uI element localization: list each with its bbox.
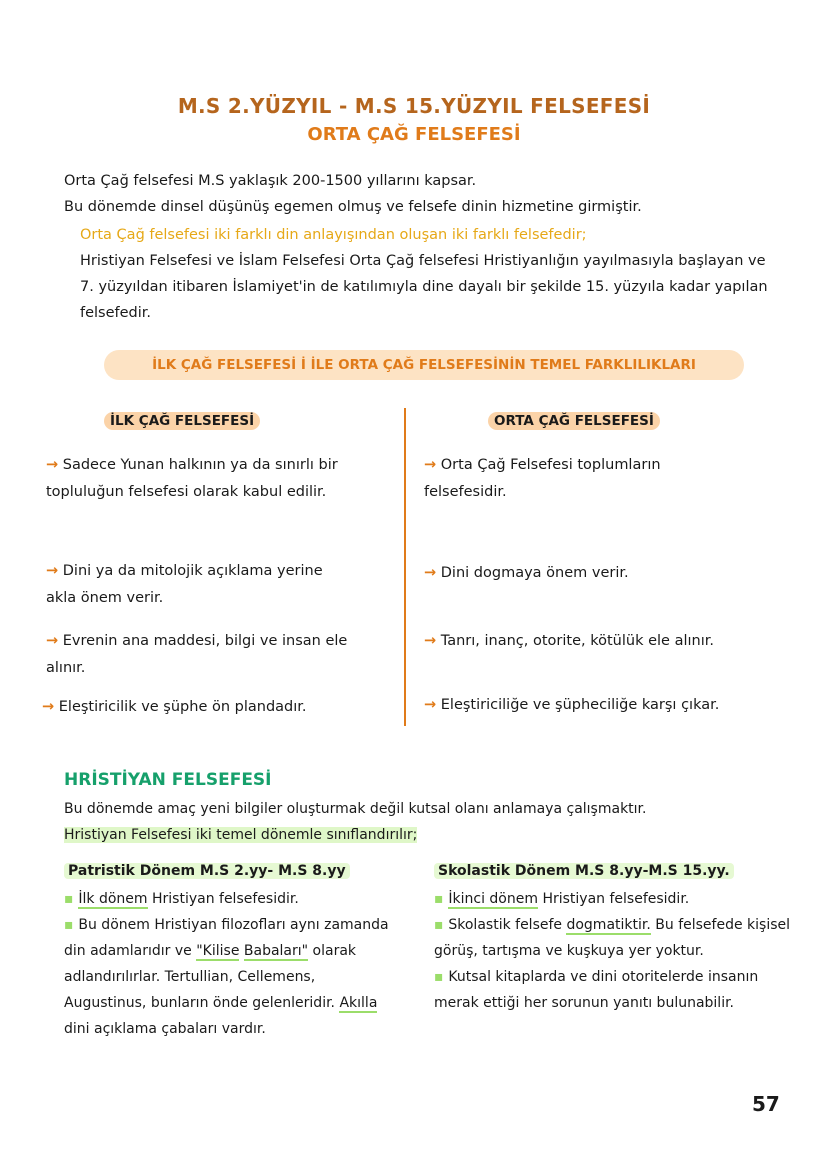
right-column-heading: ORTA ÇAĞ FELSEFESİ	[488, 412, 660, 430]
scholastic-bullet-3	[434, 964, 794, 1016]
intro-block	[64, 168, 784, 220]
bullet-icon: ▪	[64, 891, 79, 907]
arrow-right-icon: →	[424, 697, 437, 713]
bullet-text: Kutsal kitaplarda ve dini otoritelerde insanın merak ettiği her sorunun yanıtı bulunabilir.	[434, 969, 759, 1011]
arrow-right-icon: →	[42, 699, 55, 715]
intro-detail	[80, 222, 770, 326]
bullet-text: Hristiyan felsefesidir.	[538, 891, 690, 907]
bullet-icon: ▪	[434, 969, 449, 985]
bullet-text: Skolastik felsefe	[448, 917, 567, 933]
christian-line-2: Hristiyan Felsefesi iki temel dönemle sınıflandırılır;	[64, 827, 418, 843]
right-item-3	[424, 628, 804, 655]
right-item-text: Dini dogmaya önem verir.	[440, 565, 629, 581]
page-subtitle: ORTA ÇAĞ FELSEFESİ	[307, 124, 521, 145]
arrow-right-icon: →	[46, 633, 59, 649]
scholastic-bullet-1	[434, 886, 794, 912]
arrow-right-icon: →	[424, 565, 437, 581]
bullet-icon: ▪	[434, 891, 449, 907]
left-item-1	[46, 452, 386, 506]
left-column-heading: İLK ÇAĞ FELSEFESİ	[104, 412, 260, 430]
christian-line-1: Bu dönemde amaç yeni bilgiler oluşturmak değil kutsal olanı anlamaya çalışmaktır.	[64, 801, 647, 817]
right-item-text: Tanrı, inanç, otorite, kötülük ele alınır.	[440, 633, 714, 649]
christian-intro	[64, 796, 814, 848]
bullet-text: dini açıklama çabaları vardır.	[64, 1021, 266, 1037]
scholastic-bullet-2	[434, 912, 794, 964]
arrow-right-icon: →	[424, 457, 437, 473]
column-divider	[404, 408, 406, 726]
right-item-text: Orta Çağ Felsefesi toplumların felsefesidir.	[424, 457, 661, 500]
page-number: 57	[752, 1092, 780, 1116]
patristic-bullet-2	[64, 912, 394, 1042]
right-item-1	[424, 452, 744, 506]
intro-highlight: Orta Çağ felsefesi iki farklı din anlayışından oluşan iki farklı felsefedir;	[80, 227, 587, 243]
left-column-heading-wrap	[104, 410, 260, 431]
underlined-text: Babaları"	[243, 943, 309, 959]
patristic-heading: Patristik Dönem M.S 2.yy- M.S 8.yy	[64, 863, 350, 879]
left-item-text: Eleştiricilik ve şüphe ön plandadır.	[58, 699, 307, 715]
intro-line-2: Bu dönemde dinsel düşünüş egemen olmuş ve felsefe dinin hizmetine girmiştir.	[64, 199, 642, 215]
patristic-block	[64, 860, 394, 1042]
bullet-icon: ▪	[434, 917, 449, 933]
right-item-text: Eleştiriciliğe ve şüpheciliğe karşı çıkar.	[440, 697, 720, 713]
right-item-4	[424, 692, 808, 719]
arrow-right-icon: →	[46, 563, 59, 579]
bullet-icon: ▪	[64, 917, 79, 933]
left-item-text: Dini ya da mitolojik açıklama yerine akla önem verir.	[46, 563, 323, 606]
arrow-right-icon: →	[46, 457, 59, 473]
left-item-4	[42, 694, 392, 721]
left-item-3	[46, 628, 376, 682]
intro-line-1: Orta Çağ felsefesi M.S yaklaşık 200-1500 yıllarını kapsar.	[64, 173, 477, 189]
left-item-text: Sadece Yunan halkının ya da sınırlı bir topluluğun felsefesi olarak kabul edilir.	[46, 457, 338, 500]
underlined-text: "Kilise	[196, 943, 240, 959]
underlined-text: dogmatiktir.	[566, 917, 651, 933]
scholastic-block	[434, 860, 794, 1016]
left-item-text: Evrenin ana maddesi, bilgi ve insan ele alınır.	[46, 633, 348, 676]
page-title: M.S 2.YÜZYIL - M.S 15.YÜZYIL FELSEFESİ	[177, 94, 651, 118]
comparison-banner: İLK ÇAĞ FELSEFESİ İ İLE ORTA ÇAĞ FELSEFESİNİN TEMEL FARKLILIKLARI	[104, 350, 744, 380]
underlined-text: İlk dönem	[78, 891, 148, 907]
right-column-heading-wrap	[488, 410, 660, 431]
patristic-bullet-1	[64, 886, 394, 912]
left-item-2	[46, 558, 346, 612]
bullet-text: Bu dönem Hristiyan filozofları aynı zamanda din adamlarıdır ve	[64, 917, 389, 959]
bullet-text: Bu felsefede kişisel görüş, tartışma ve kuşkuya yer yoktur.	[434, 917, 790, 959]
bullet-text: olarak adlandırılırlar. Tertullian, Cellemens, Augustinus, bunların önde gelenleridir.	[64, 943, 357, 1011]
intro-paragraph: Hristiyan Felsefesi ve İslam Felsefesi Orta Çağ felsefesi Hristiyanlığın yayılmasıyla başlayan ve 7. yüzyıldan itibaren İslamiyet'in de katılımıyla dine dayalı bir şekilde 15. yüzyıla kadar yapılan felsefedir.	[80, 253, 768, 321]
underlined-text: Akılla	[339, 995, 378, 1011]
right-item-2	[424, 560, 764, 587]
bullet-text: Hristiyan felsefesidir.	[147, 891, 299, 907]
underlined-text: İkinci dönem	[448, 891, 538, 907]
scholastic-heading: Skolastik Dönem M.S 8.yy-M.S 15.yy.	[434, 863, 734, 879]
section-title: HRİSTİYAN FELSEFESİ	[64, 770, 272, 790]
arrow-right-icon: →	[424, 633, 437, 649]
